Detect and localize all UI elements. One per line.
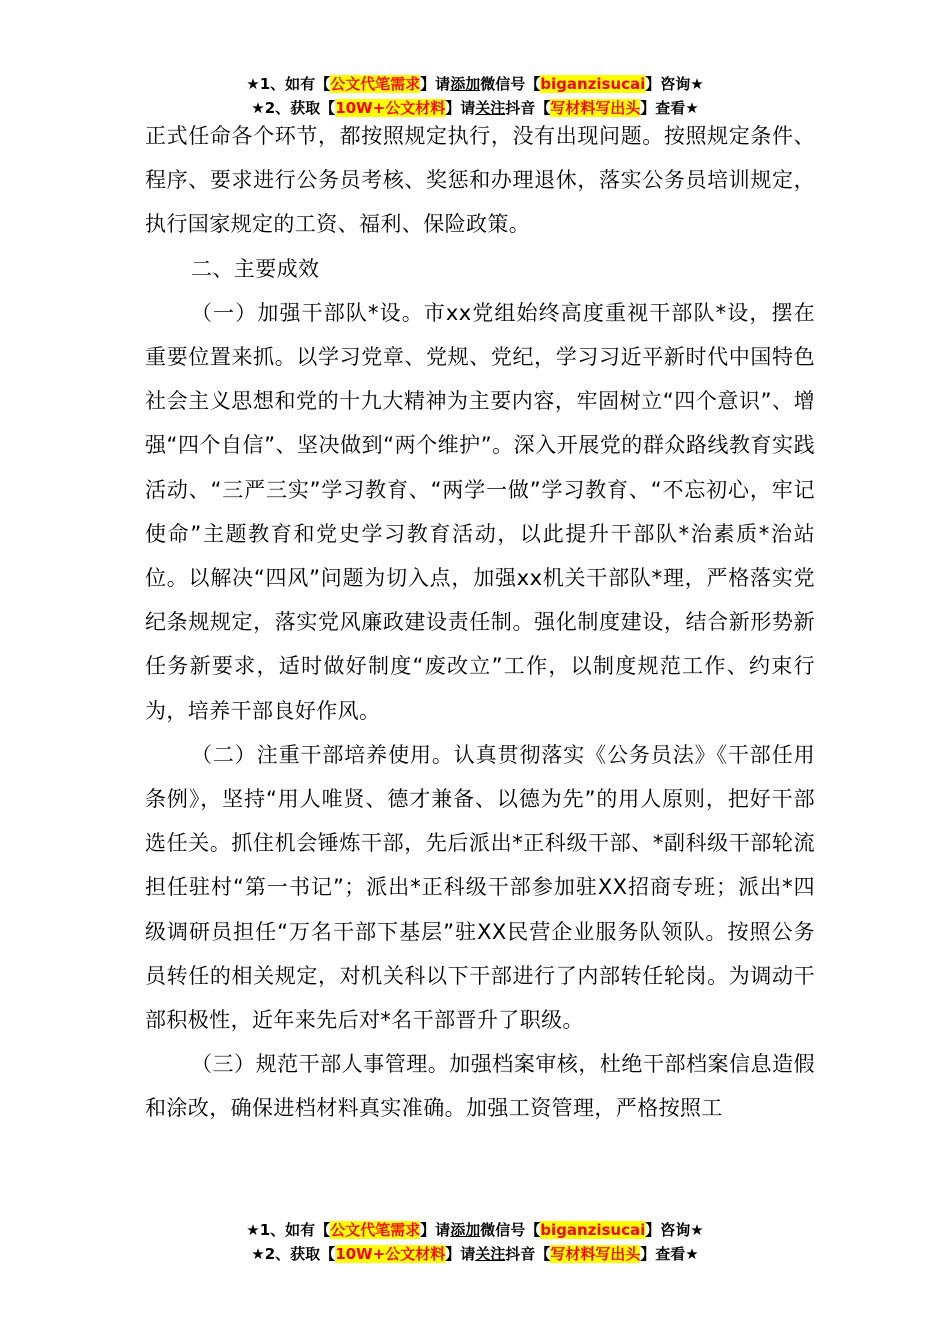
paragraph: 正式任命各个环节，都按照规定执行，没有出现问题。按照规定条件、程序、要求进行公务员考核、奖惩和办理退休，落实公务员培训规定，执行国家规定的工资、福利、保险政策。 — [145, 124, 815, 237]
paragraph: （三）规范干部人事管理。加强档案审核，杜绝干部档案信息造假和涂改，确保进档材料真实准确。加强工资管理，严格按照工 — [145, 1052, 815, 1121]
banner-line-2: ★2、获取【10W+公文材料】请关注抖音【写材料写出头】查看★ — [251, 1245, 699, 1263]
highlight-douyin: 写材料写出头 — [550, 1245, 641, 1263]
highlight-service: 公文代笔需求 — [330, 1221, 421, 1239]
highlight-wechat-id: biganzisucai — [540, 75, 646, 93]
highlight-materials: 10W+公文材料 — [335, 1245, 446, 1263]
highlight-wechat-id: biganzisucai — [540, 1221, 646, 1239]
highlight-materials: 10W+公文材料 — [335, 99, 446, 117]
section-heading: 二、主要成效 — [191, 256, 320, 281]
footer-banner — [0, 1218, 950, 1266]
banner-line-2: ★2、获取【10W+公文材料】请关注抖音【写材料写出头】查看★ — [251, 99, 699, 117]
document-body — [145, 114, 815, 1131]
highlight-douyin: 写材料写出头 — [550, 99, 641, 117]
highlight-service: 公文代笔需求 — [330, 75, 421, 93]
banner-line-1: ★1、如有【公文代笔需求】请添加微信号【biganzisucai】咨询★ — [246, 1221, 704, 1239]
banner-line-1: ★1、如有【公文代笔需求】请添加微信号【biganzisucai】咨询★ — [246, 75, 704, 93]
paragraph: （一）加强干部队*设。市xx党组始终高度重视干部队*设，摆在重要位置来抓。以学习党章、党规、党纪，学习习近平新时代中国特色社会主义思想和党的十九大精神为主要内容，牢固树立“四个意识”、增强“四个自信”、坚决做到“两个维护”。深入开展党的群众路线教育实践活动、“三严三实”学习教育、“两学一做”学习教育、“不忘初心，牢记使命”主题教育和党史学习教育活动，以此提升干部队*治素质*治站位。以解决“四风”问题为切入点，加强xx机关干部队*理，严格落实党纪条规规定，落实党风廉政建设责任制。强化制度建设，结合新形势新任务新要求，适时做好制度“废改立”工作，以制度规范工作、约束行为，培养干部良好作风。 — [145, 300, 815, 723]
header-banner — [0, 72, 950, 120]
paragraph: （二）注重干部培养使用。认真贯彻落实《公务员法》《干部任用条例》，坚持“用人唯贤、德才兼备、以德为先”的用人原则，把好干部选任关。抓住机会锤炼干部，先后派出*正科级干部、*副科级干部轮流担任驻村“第一书记”；派出*正科级干部参加驻XX招商专班；派出*四级调研员担任“万名干部下基层”驻XX民营企业服务队领队。按照公务员转任的相关规定，对机关科以下干部进行了内部转任轮岗。为调动干部积极性，近年来先后对*名干部晋升了职级。 — [145, 742, 815, 1033]
